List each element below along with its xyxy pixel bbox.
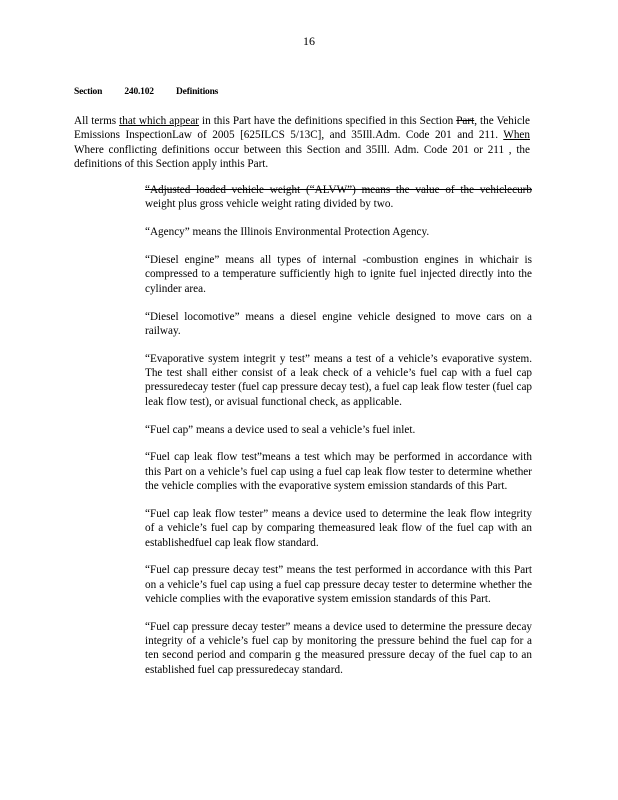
intro-text-1: All terms xyxy=(74,115,117,127)
intro-inserted-text-1: that which appear xyxy=(119,115,200,127)
definition-diesel-locomotive: “Diesel locomotive” means a diesel engine vehicle designed to move cars on a railway. xyxy=(145,310,532,337)
definition-fuel-cap-leak-flow-tester: “Fuel cap leak flow tester” means a device used to determine the leak flow integrity of a vehicle’s fuel cap by comparing themeasured leak flow of the fuel cap with an establishedfuel cap leak flow standard. xyxy=(145,507,532,549)
definition-fuel-cap: “Fuel cap” means a device used to seal a vehicle’s fuel inlet. xyxy=(145,423,416,436)
definition-fuel-cap-leak-flow-test: “Fuel cap leak flow test”means a test which may be performed in accordance with this Part on a vehicle’s fuel cap using a fuel cap leak flow tester to determine whether the vehicle complies with the evaporative system emission standards of this Part. xyxy=(145,451,532,493)
definition-fuel-cap-pressure-decay-tester: “Fuel cap pressure decay tester” means a device used to determine the pressure decay integrity of a vehicle’s fuel cap by monitoring the pressure behind the fuel cap for a ten second period and comparin g the measured pressure decay of the fuel cap to an established fuel cap pressuredecay standard. xyxy=(145,620,532,676)
section-title: Definitions xyxy=(176,87,219,97)
definitions-list xyxy=(145,183,532,691)
section-heading xyxy=(74,87,238,97)
section-label: Section xyxy=(74,87,103,97)
definition-adjusted-loaded-vehicle-weight xyxy=(145,183,532,212)
definition-agency: “Agency” means the Illinois Environmental Protection Agency. xyxy=(145,226,430,239)
definition-deleted-text: “Adjusted loaded vehicle weight (“ALVW”) means the value of the vehiclecurb xyxy=(145,184,532,196)
definition-diesel-engine: “Diesel engine” means all types of internal -combustion engines in whichair is compressed to a temperature sufficiently high to ignite fuel injected directly into the cylinder area. xyxy=(145,254,532,295)
page-number: 16 xyxy=(303,34,315,48)
definition-text: weight plus gross vehicle weight rating divided by two. xyxy=(145,198,394,211)
definition-fuel-cap-pressure-decay-test: “Fuel cap pressure decay test” means the test performed in accordance with this Part on a vehicle’s fuel cap using a fuel cap pressure decay tester to determine whether the vehicle complies with the evaporative system emission standards of this Part. xyxy=(145,564,532,605)
intro-paragraph xyxy=(74,114,530,172)
intro-text-2: in this Part have the definitions specified in this Section xyxy=(202,115,454,127)
intro-deleted-text-1: Part xyxy=(456,115,475,127)
definition-evaporative-system-integrity-test: “Evaporative system integrit y test” means a test of a vehicle’s evaporative system. The test shall either consist of a leak check of a vehicle’s fuel cap with a fuel cap pressuredecay tester (fuel cap pressure decay test), a fuel cap leak flow tester (fuel cap leak flow test), or avisual functional check, as applicable. xyxy=(145,352,532,408)
intro-text-3: , the Vehicle Emissions InspectionLaw of 2005 [625ILCS 5/13C], and 35Ill.Adm. Code 201 and 211. xyxy=(74,115,530,142)
intro-text-4: Where conflicting definitions occur between this Section and 35Ill. Adm. Code 201 or 211 , the definitions of this Section apply inthis Part. xyxy=(74,143,530,171)
intro-inserted-text-2: When xyxy=(503,129,530,142)
section-number: 240.102 xyxy=(124,87,154,97)
